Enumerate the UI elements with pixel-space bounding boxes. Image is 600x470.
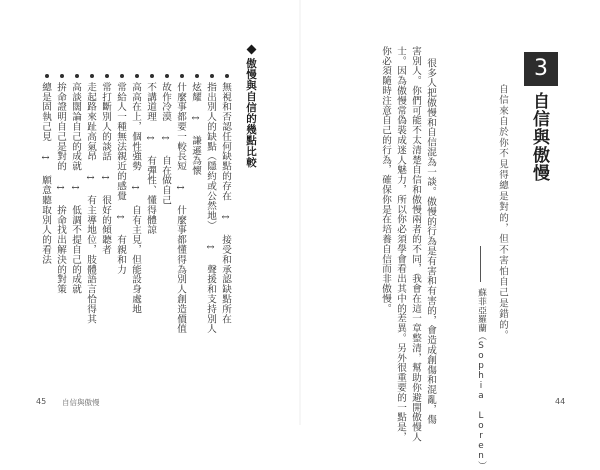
list-bullet-icon bbox=[120, 74, 124, 78]
list-item: 什麼事都要一較長短 ↔ 什麼事都懂得為別人創造價值 bbox=[175, 82, 186, 334]
list-bullet-icon bbox=[195, 74, 199, 78]
book-gutter bbox=[299, 0, 301, 425]
list-bullet-icon bbox=[60, 74, 64, 78]
list-bullet-icon bbox=[180, 74, 184, 78]
attribution-dash bbox=[480, 246, 481, 282]
list-item: 炫耀 ↔ 謙遜為懷 bbox=[190, 82, 201, 176]
list-bullet-icon bbox=[165, 74, 169, 78]
list-bullet-icon bbox=[135, 74, 139, 78]
page-number: 45 bbox=[36, 397, 47, 406]
list-item: 指出別人的缺點（隱約或公然地） ↔ 聲援和支持別人 bbox=[205, 82, 216, 334]
list-item: 高談闊論自己的成就 ↔ 低調不提自己的成就 bbox=[70, 82, 81, 295]
chapter-number: 3 bbox=[524, 52, 558, 86]
list-bullet-icon bbox=[210, 74, 214, 78]
list-item: 無視和否認任何缺點的存在 ↔ 接受和承認缺點所在 bbox=[220, 82, 231, 324]
running-title: 自信與傲慢 bbox=[62, 398, 100, 407]
list-item: 常給人一種無法親近的感覺 ↔ 有親和力 bbox=[115, 82, 126, 275]
chapter-title: 自信與傲慢 bbox=[529, 92, 549, 182]
list-bullet-icon bbox=[150, 74, 154, 78]
list-item: 故作冷漠 ↔ 自在做自己 bbox=[160, 82, 171, 205]
epigraph-quote: 自信來自於你不見得總是對的，但不害怕自己是錯的。 bbox=[497, 84, 508, 341]
list-bullet-icon bbox=[105, 74, 109, 78]
list-item: 不講道理 ↔ 有彈性、懂得體諒 bbox=[145, 82, 156, 235]
epigraph-attribution: 蘇菲亞羅蘭（Sophia Loren） bbox=[476, 288, 486, 470]
list-item: 常打斷別人的談話 ↔ 很好的傾聽者 bbox=[100, 82, 111, 255]
list-bullet-icon bbox=[225, 74, 229, 78]
list-bullet-icon bbox=[45, 74, 49, 78]
list-item: 走起路來趾高氣昂 ↔ 有主導地位，肢體語言恰得其 bbox=[85, 82, 96, 324]
body-paragraph-line: 你必須隨時注意自己的行為，確保你是在培養自信而非傲慢。 bbox=[380, 46, 391, 314]
body-paragraph-line: 很多人把傲慢和自信混為一談。傲慢的行為是有害和有害的，會造成創傷和混亂，傷 bbox=[425, 58, 436, 425]
page-number: 44 bbox=[555, 397, 566, 406]
list-bullet-icon bbox=[75, 74, 79, 78]
diamond-bullet-icon bbox=[246, 45, 256, 55]
section-heading-text: 傲慢與自信的幾點比較 bbox=[245, 58, 257, 168]
list-item: 高高在上，個性強勢 ↔ 自有主見，但能設身處地 bbox=[130, 82, 141, 314]
body-paragraph-line: 士。因為傲慢常偽裝成迷人魅力，所以你必須學會看出其中的差異。另外很重要的一點是， bbox=[395, 46, 406, 442]
list-item: 拚命證明自己是對的 ↔ 拚命找出解決的對策 bbox=[55, 82, 66, 295]
body-paragraph-line: 害別人。你們可能不太清楚自信和傲慢兩者的不同，我會在這一章整清，幫助你避開傲慢人 bbox=[410, 46, 421, 442]
list-item: 總是固執己見 ↔ 願意聽取別人的看法 bbox=[40, 82, 51, 265]
section-heading bbox=[244, 46, 259, 168]
list-bullet-icon bbox=[90, 74, 94, 78]
